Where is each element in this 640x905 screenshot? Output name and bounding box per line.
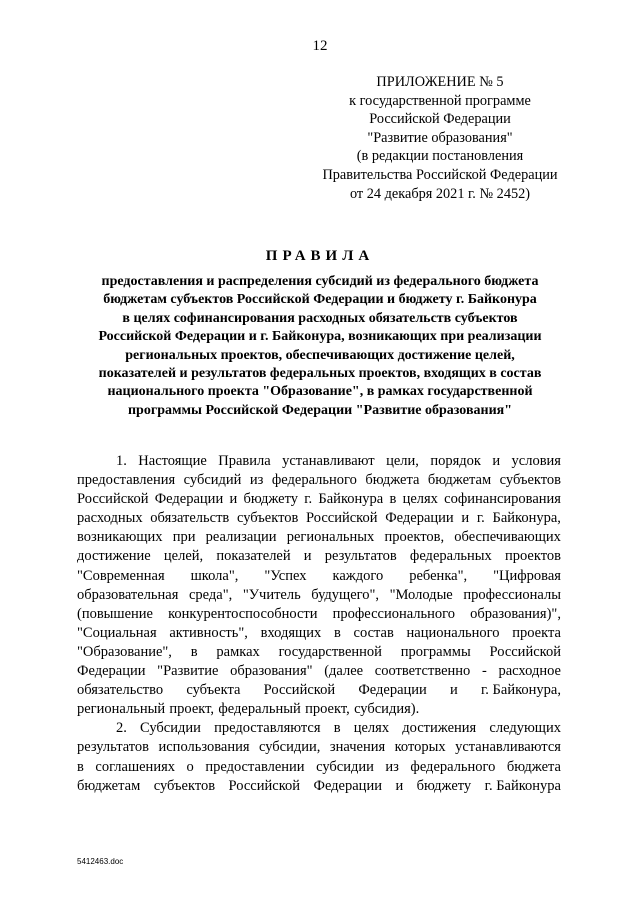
- subtitle-line: национального проекта "Образование", в рамках государственной: [107, 384, 533, 400]
- body-word: из: [249, 472, 264, 489]
- body-word: ребенка",: [409, 567, 468, 584]
- body-word: целей,: [163, 548, 204, 565]
- body-word: значения: [329, 739, 386, 756]
- body-word: софинансирования: [444, 491, 561, 508]
- file-name-footer: 5412463.doc: [77, 857, 124, 866]
- body-word: образования)",: [470, 605, 561, 622]
- body-word: Настоящие: [138, 453, 207, 469]
- body-word: федеральных: [409, 548, 492, 565]
- body-word: соответственно: [374, 663, 471, 680]
- subtitle-line: Российской Федерации и г. Байконура, возникающих при реализации: [98, 329, 542, 345]
- body-word: которых: [394, 739, 446, 756]
- body-word: бюджетам: [427, 472, 492, 489]
- body-word: Российской: [263, 682, 336, 699]
- body-word: проект,: [305, 701, 350, 718]
- body-word: "Успех: [264, 567, 307, 584]
- body-line: [77, 643, 561, 662]
- body-word: проекта: [512, 624, 561, 641]
- body-word: субъектов: [499, 472, 561, 489]
- body-word: субъектов: [236, 510, 299, 527]
- body-word: субсидии: [316, 758, 374, 775]
- document-title: ПРАВИЛА: [265, 248, 375, 264]
- body-word: достижения: [402, 720, 477, 737]
- subtitle-line: в целях софинансирования расходных обязательств субъектов: [122, 310, 518, 326]
- body-word: программы: [400, 643, 471, 660]
- body-word: Федерации: [358, 682, 427, 699]
- body-word: г. Байконура,: [481, 682, 561, 699]
- body-line: [77, 490, 561, 509]
- body-word: -: [481, 663, 487, 680]
- body-word: региональных: [286, 529, 375, 546]
- appendix-line: (в редакции постановления: [356, 148, 524, 165]
- subtitle-line: программы Российской Федерации "Развитие образования": [127, 402, 512, 418]
- body-word: в: [333, 720, 341, 737]
- appendix-line: "Развитие образования": [367, 129, 513, 146]
- body-word: субъекта: [186, 682, 241, 699]
- body-word: г. Байконура: [484, 777, 561, 794]
- body-word: и: [229, 491, 238, 508]
- appendix-line: Российской Федерации: [369, 111, 511, 128]
- body-word: образования": [230, 663, 313, 680]
- body-word: Байконура,: [492, 510, 561, 527]
- body-word: и: [395, 777, 404, 794]
- body-word: субъектов: [153, 777, 216, 794]
- body-word: обязательство: [77, 682, 164, 699]
- body-word: показателей: [216, 548, 291, 565]
- body-word: бюджетам: [77, 777, 141, 794]
- body-word: следующих: [489, 720, 561, 737]
- body-word: Правила: [218, 453, 271, 469]
- body-line: [77, 719, 561, 738]
- body-word: Федерации: [313, 777, 382, 794]
- body-word: Федерации: [154, 491, 224, 508]
- body-word: результатов: [77, 739, 150, 756]
- body-word: соглашениях: [95, 758, 175, 775]
- body-word: конкурентоспособности: [168, 605, 318, 622]
- body-word: проектов: [504, 548, 561, 565]
- appendix-line: ПРИЛОЖЕНИЕ № 5: [376, 74, 504, 90]
- body-word: субсидия).: [354, 701, 420, 718]
- body-word: Федерации: [385, 510, 454, 527]
- appendix-line: от 24 декабря 2021 г. № 2452): [349, 185, 531, 202]
- body-word: бюджету: [416, 777, 472, 794]
- body-word: входящих: [260, 624, 322, 641]
- body-word: г.: [476, 510, 485, 527]
- body-word: "Развитие: [157, 663, 219, 680]
- body-word: субсидий: [183, 472, 242, 489]
- body-word: "Молодые: [389, 586, 453, 603]
- body-word: "Социальная: [77, 624, 157, 641]
- body-word: национального: [406, 624, 500, 641]
- document-body: [77, 452, 561, 796]
- body-line: [77, 547, 561, 566]
- body-word: расходных: [77, 510, 143, 527]
- body-word: школа",: [190, 567, 239, 584]
- body-word: профессионалы: [463, 586, 561, 603]
- body-word: Российской: [228, 777, 301, 794]
- body-word: 1.: [116, 453, 127, 469]
- body-word: федерального: [410, 758, 496, 775]
- body-line: [77, 586, 561, 605]
- body-word: "Современная: [77, 567, 165, 584]
- body-word: предоставлении: [205, 758, 305, 775]
- body-word: Федерации: [77, 663, 146, 680]
- body-word: "Учитель: [242, 586, 301, 603]
- body-word: и: [492, 453, 501, 469]
- body-word: и: [450, 682, 458, 699]
- body-word: г.: [304, 491, 313, 508]
- body-word: предоставления: [77, 472, 176, 489]
- body-word: целях: [353, 720, 390, 737]
- body-word: предоставляются: [214, 720, 321, 737]
- body-word: субсидии,: [259, 739, 321, 756]
- body-word: каждого: [332, 567, 384, 584]
- body-word: устанавливают: [282, 453, 375, 469]
- body-word: (повышение: [77, 605, 153, 622]
- body-word: в: [77, 758, 84, 775]
- body-word: "Образование",: [77, 643, 172, 660]
- body-word: в: [190, 643, 198, 660]
- body-word: "Цифровая: [493, 567, 561, 584]
- appendix-header: [300, 73, 580, 203]
- body-word: при: [172, 529, 196, 546]
- body-word: цели,: [386, 453, 419, 469]
- page-number: 12: [312, 38, 328, 54]
- document-subtitle: [70, 273, 570, 420]
- appendix-line: к государственной программе: [349, 92, 531, 109]
- body-word: результатов: [324, 548, 397, 565]
- body-word: возникающих: [77, 529, 163, 546]
- body-word: в: [333, 624, 341, 641]
- body-line: [77, 624, 561, 643]
- body-word: расходное: [498, 663, 561, 680]
- body-line: [77, 567, 561, 586]
- body-word: Российской: [489, 643, 561, 660]
- body-word: бюджету: [243, 491, 298, 508]
- body-line: [77, 662, 561, 681]
- body-word: состав: [353, 624, 394, 641]
- body-word: Российской: [77, 491, 149, 508]
- body-word: использования: [158, 739, 250, 756]
- body-word: и: [303, 548, 312, 565]
- body-word: о: [186, 758, 194, 775]
- body-word: (далее: [324, 663, 364, 680]
- body-word: бюджета: [365, 472, 420, 489]
- body-word: в: [389, 491, 397, 508]
- appendix-line: Правительства Российской Федерации: [322, 166, 558, 183]
- body-word: проектов,: [384, 529, 445, 546]
- body-word: Байконура: [318, 491, 384, 508]
- body-word: бюджета: [506, 758, 561, 775]
- body-word: и: [461, 510, 470, 527]
- subtitle-line: предоставления и распределения субсидий из федерального бюджета: [101, 274, 539, 289]
- body-line: [77, 738, 561, 757]
- body-word: среда",: [188, 586, 233, 603]
- body-word: обеспечивающих: [454, 529, 561, 546]
- body-line: [77, 509, 561, 528]
- body-word: порядок: [430, 453, 481, 469]
- body-line: [77, 700, 561, 719]
- body-word: 2.: [116, 720, 127, 737]
- body-word: образовательная: [77, 586, 179, 603]
- subtitle-line: региональных проектов, обеспечивающих достижение целей,: [125, 347, 515, 363]
- body-word: профессионального: [332, 605, 455, 622]
- body-word: рамках: [216, 643, 260, 660]
- body-word: устанавливаются: [455, 739, 561, 756]
- body-line: [77, 777, 561, 796]
- body-line: [77, 605, 561, 624]
- body-word: государственной: [278, 643, 382, 660]
- body-word: Субсидии: [140, 720, 201, 737]
- subtitle-line: бюджетам субъектов Российской Федерации и бюджету г. Байконура: [103, 292, 537, 308]
- body-word: проект,: [169, 701, 215, 718]
- body-line: [77, 452, 561, 471]
- body-word: из: [385, 758, 399, 775]
- body-word: региональный: [77, 701, 166, 718]
- body-word: будущего",: [311, 586, 380, 603]
- body-line: [77, 681, 561, 700]
- body-line: [77, 471, 561, 490]
- body-word: реализации: [205, 529, 277, 546]
- body-word: активность",: [169, 624, 248, 641]
- body-word: федеральный: [218, 701, 301, 718]
- body-word: Российской: [306, 510, 378, 527]
- body-line: [77, 758, 561, 777]
- body-word: достижение: [77, 548, 151, 565]
- body-word: целях: [402, 491, 438, 508]
- body-word: обязательств: [150, 510, 230, 527]
- body-word: условия: [511, 453, 561, 469]
- body-line: [77, 528, 561, 547]
- subtitle-line: показателей и результатов федеральных проектов, входящих в состав: [98, 366, 542, 382]
- body-word: федерального: [271, 472, 357, 489]
